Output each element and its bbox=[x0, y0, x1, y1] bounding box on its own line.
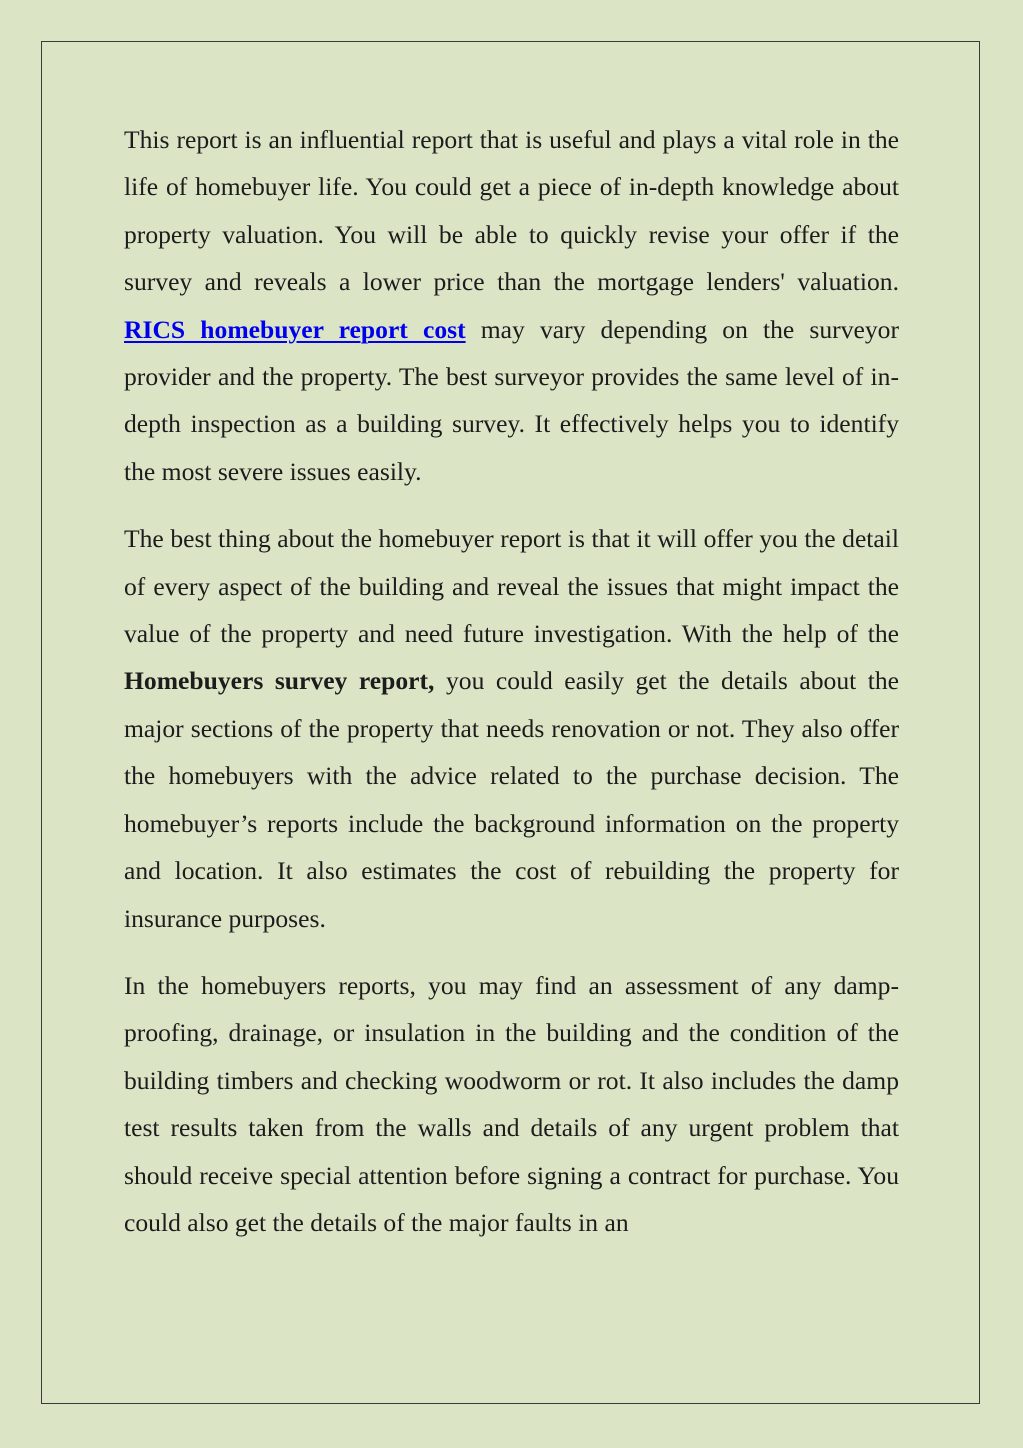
rics-homebuyer-report-cost-link[interactable]: RICS homebuyer report cost bbox=[124, 314, 466, 344]
paragraph-3 bbox=[124, 962, 899, 1246]
paragraph-3-text: In the homebuyers reports, you may find an assessment of any damp-proofing, drainage, or insulation in the building and the condition of the building timbers and checking woodworm or rot. It also includes the damp test results taken from the walls and details of any urgent problem that should receive special attention before signing a contract for purchase. You could also get the details of the major faults in an bbox=[124, 970, 899, 1237]
paragraph-2-text-start: The best thing about the homebuyer report is that it will offer you the detail of every aspect of the building and reveal the issues that might impact the value of the property and need future investigation. With the help of the bbox=[124, 524, 899, 649]
homebuyers-survey-report-bold: Homebuyers survey report, bbox=[124, 666, 435, 696]
document-body bbox=[124, 116, 899, 1266]
paragraph-2-text-end: you could easily get the details about the major sections of the property that needs renovation or not. They also offer the homebuyers with the advice related to the purchase decision. The homebuyer’s reports include the background information on the property and location. It also estimates the cost of rebuilding the property for insurance purposes. bbox=[124, 666, 900, 933]
paragraph-1-text-start: This report is an influential report that is useful and plays a vital role in the life of homebuyer life. You could get a piece of in-depth knowledge about property valuation. You will be able to quickly revise your offer if the survey and reveals a lower price than the mortgage lenders' valuation. bbox=[124, 125, 899, 297]
paragraph-2 bbox=[124, 515, 899, 942]
paragraph-1 bbox=[124, 116, 899, 495]
paragraph-1-text-end: may vary depending on the surveyor provider and the property. The best surveyor provides the same level of in-depth inspection as a building survey. It effectively helps you to identify the most severe issues easily. bbox=[124, 314, 899, 486]
